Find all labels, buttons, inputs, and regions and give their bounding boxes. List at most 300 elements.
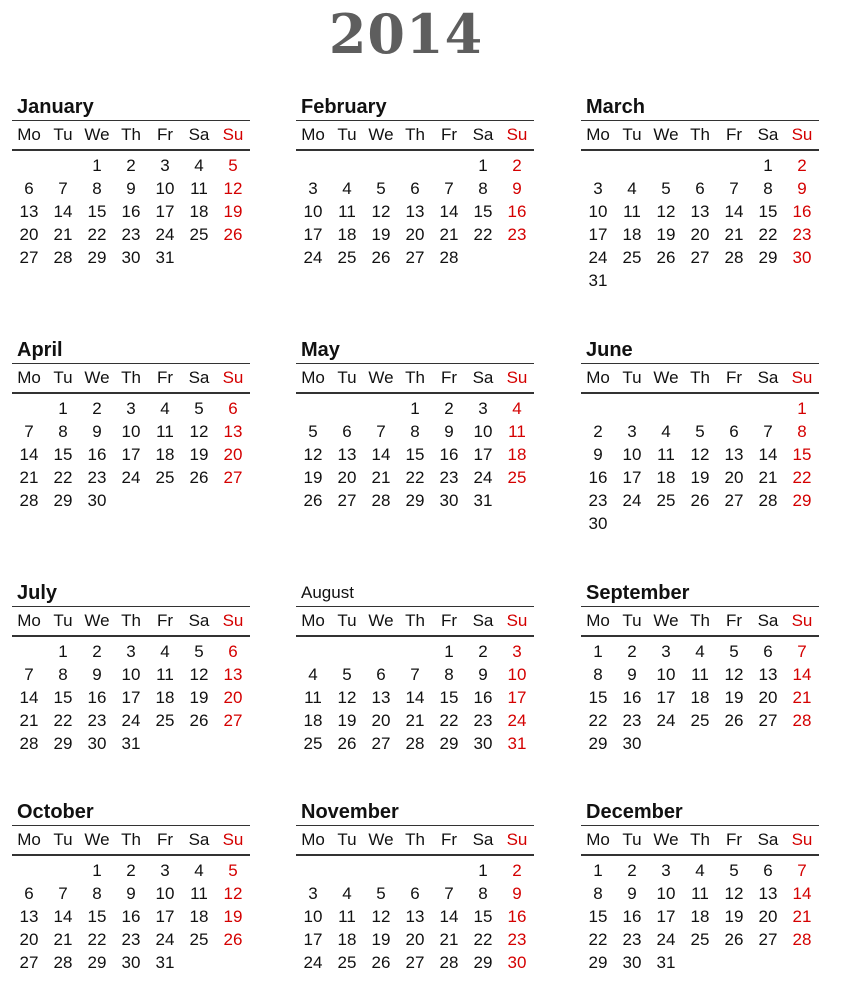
day-cell: 27 xyxy=(337,491,357,510)
weekday-label: We xyxy=(368,611,394,630)
day-cell: 16 xyxy=(121,202,141,221)
day-cell: 6 xyxy=(342,422,352,441)
day-cell: 31 xyxy=(656,953,676,972)
day-cell: 21 xyxy=(758,468,778,487)
weekday-label: Su xyxy=(506,368,528,387)
month-may xyxy=(296,337,534,512)
day-cell: 22 xyxy=(588,711,608,730)
day-cell: 1 xyxy=(58,399,68,418)
weekday-label: Th xyxy=(405,125,425,144)
weekday-header xyxy=(12,826,250,856)
day-cell: 2 xyxy=(92,399,102,418)
weekday-label: We xyxy=(368,368,394,387)
day-cell: 27 xyxy=(724,491,744,510)
weekday-label: Tu xyxy=(337,611,357,630)
weekday-label: Mo xyxy=(17,830,41,849)
day-cell: 21 xyxy=(792,907,812,926)
day-cell: 19 xyxy=(189,688,209,707)
empty-cell xyxy=(364,859,398,882)
weekday-label: Su xyxy=(791,830,813,849)
day-cell: 13 xyxy=(19,202,39,221)
empty-cell xyxy=(12,859,46,882)
day-cell: 21 xyxy=(19,711,39,730)
day-cell: 28 xyxy=(19,734,39,753)
day-cell: 26 xyxy=(371,248,391,267)
empty-cell xyxy=(330,859,364,882)
day-cell: 27 xyxy=(758,930,778,949)
day-cell: 24 xyxy=(303,248,323,267)
day-cell: 15 xyxy=(473,202,493,221)
day-cell: 11 xyxy=(338,202,356,221)
day-cell: 6 xyxy=(228,399,238,418)
day-cell: 4 xyxy=(160,642,170,661)
day-cell: 19 xyxy=(724,907,744,926)
weekday-label: We xyxy=(653,125,679,144)
day-cell: 18 xyxy=(622,225,642,244)
month-april xyxy=(12,337,250,512)
day-cell: 20 xyxy=(337,468,357,487)
empty-cell xyxy=(615,154,649,177)
day-cell: 4 xyxy=(308,665,318,684)
day-cell: 8 xyxy=(92,884,102,903)
day-cell: 23 xyxy=(87,468,107,487)
day-cell: 4 xyxy=(342,884,352,903)
day-cell: 5 xyxy=(194,642,204,661)
day-cell: 5 xyxy=(729,861,739,880)
day-cell: 5 xyxy=(661,179,671,198)
day-cell: 29 xyxy=(792,491,812,510)
day-cell: 13 xyxy=(405,202,425,221)
weekday-header xyxy=(12,607,250,637)
day-cell: 28 xyxy=(19,491,39,510)
day-grid xyxy=(296,394,534,512)
day-cell: 3 xyxy=(593,179,603,198)
day-cell: 3 xyxy=(478,399,488,418)
day-cell: 22 xyxy=(588,930,608,949)
day-cell: 1 xyxy=(593,861,603,880)
day-cell: 23 xyxy=(121,225,141,244)
empty-cell xyxy=(717,397,751,420)
day-cell: 21 xyxy=(724,225,744,244)
day-cell: 16 xyxy=(622,688,642,707)
day-cell: 14 xyxy=(371,445,391,464)
day-cell: 13 xyxy=(371,688,391,707)
day-cell: 12 xyxy=(371,907,391,926)
day-cell: 24 xyxy=(155,930,175,949)
month-september xyxy=(581,580,819,755)
weekday-label: Su xyxy=(222,368,244,387)
month-march xyxy=(581,94,819,292)
day-cell: 13 xyxy=(690,202,710,221)
day-cell: 9 xyxy=(797,179,807,198)
day-cell: 28 xyxy=(758,491,778,510)
day-cell: 27 xyxy=(405,248,425,267)
day-cell: 20 xyxy=(758,688,778,707)
day-cell: 7 xyxy=(444,179,454,198)
day-cell: 3 xyxy=(627,422,637,441)
day-cell: 19 xyxy=(371,225,391,244)
day-cell: 29 xyxy=(588,734,608,753)
day-cell: 14 xyxy=(53,907,73,926)
empty-cell xyxy=(46,859,80,882)
weekday-label: Sa xyxy=(472,611,494,630)
weekday-label: We xyxy=(84,830,110,849)
day-cell: 13 xyxy=(758,884,778,903)
day-cell: 24 xyxy=(588,248,608,267)
day-cell: 18 xyxy=(690,688,710,707)
day-cell: 20 xyxy=(19,930,39,949)
day-cell: 2 xyxy=(627,642,637,661)
day-cell: 1 xyxy=(58,642,68,661)
empty-cell xyxy=(398,154,432,177)
day-cell: 11 xyxy=(623,202,641,221)
day-cell: 30 xyxy=(87,491,107,510)
weekday-label: Fr xyxy=(440,125,458,144)
day-cell: 25 xyxy=(303,734,323,753)
empty-cell xyxy=(364,397,398,420)
day-cell: 17 xyxy=(155,907,175,926)
day-cell: 17 xyxy=(622,468,642,487)
day-cell: 3 xyxy=(308,884,318,903)
day-cell: 29 xyxy=(473,953,493,972)
day-cell: 4 xyxy=(695,642,705,661)
empty-cell xyxy=(296,154,330,177)
day-cell: 2 xyxy=(444,399,454,418)
weekday-header xyxy=(581,364,819,394)
weekday-label: Sa xyxy=(472,368,494,387)
day-cell: 8 xyxy=(478,179,488,198)
day-cell: 22 xyxy=(439,711,459,730)
weekday-label: Sa xyxy=(472,125,494,144)
day-grid xyxy=(581,856,819,974)
empty-cell xyxy=(683,154,717,177)
weekday-label: Fr xyxy=(440,830,458,849)
day-cell: 16 xyxy=(792,202,812,221)
day-cell: 8 xyxy=(797,422,807,441)
day-cell: 23 xyxy=(121,930,141,949)
day-cell: 4 xyxy=(695,861,705,880)
day-cell: 18 xyxy=(155,688,175,707)
day-cell: 16 xyxy=(121,907,141,926)
day-cell: 12 xyxy=(337,688,357,707)
day-cell: 27 xyxy=(690,248,710,267)
day-cell: 19 xyxy=(724,688,744,707)
day-cell: 16 xyxy=(507,202,527,221)
day-grid xyxy=(581,394,819,535)
weekday-label: Su xyxy=(222,125,244,144)
day-cell: 26 xyxy=(724,930,744,949)
weekday-label: Fr xyxy=(725,830,743,849)
day-cell: 8 xyxy=(763,179,773,198)
weekday-label: Th xyxy=(405,611,425,630)
day-cell: 9 xyxy=(512,884,522,903)
empty-cell xyxy=(398,640,432,663)
day-cell: 9 xyxy=(627,884,637,903)
day-cell: 14 xyxy=(19,688,39,707)
day-cell: 28 xyxy=(53,953,73,972)
empty-cell xyxy=(432,859,466,882)
day-cell: 30 xyxy=(121,248,141,267)
weekday-label: Su xyxy=(791,611,813,630)
day-cell: 17 xyxy=(121,445,141,464)
day-cell: 8 xyxy=(58,665,68,684)
weekday-label: Mo xyxy=(17,125,41,144)
day-cell: 6 xyxy=(228,642,238,661)
day-cell: 8 xyxy=(593,665,603,684)
day-cell: 21 xyxy=(405,711,425,730)
weekday-label: Tu xyxy=(337,830,357,849)
day-cell: 5 xyxy=(228,156,238,175)
day-cell: 6 xyxy=(410,179,420,198)
day-cell: 29 xyxy=(53,734,73,753)
weekday-label: Su xyxy=(222,830,244,849)
day-cell: 18 xyxy=(337,225,357,244)
day-cell: 6 xyxy=(729,422,739,441)
weekday-header xyxy=(12,364,250,394)
day-cell: 23 xyxy=(792,225,812,244)
day-cell: 27 xyxy=(758,711,778,730)
day-cell: 5 xyxy=(695,422,705,441)
empty-cell xyxy=(581,397,615,420)
day-cell: 6 xyxy=(695,179,705,198)
day-cell: 8 xyxy=(444,665,454,684)
empty-cell xyxy=(615,397,649,420)
day-cell: 26 xyxy=(189,468,209,487)
day-cell: 13 xyxy=(758,665,778,684)
weekday-label: Mo xyxy=(301,368,325,387)
day-cell: 28 xyxy=(53,248,73,267)
day-cell: 5 xyxy=(194,399,204,418)
weekday-label: Fr xyxy=(440,368,458,387)
weekday-label: Fr xyxy=(725,368,743,387)
empty-cell xyxy=(398,859,432,882)
day-cell: 3 xyxy=(661,642,671,661)
empty-cell xyxy=(717,154,751,177)
day-cell: 27 xyxy=(223,711,243,730)
weekday-label: Sa xyxy=(757,611,779,630)
weekday-label: Tu xyxy=(53,368,73,387)
day-cell: 6 xyxy=(24,884,34,903)
day-cell: 18 xyxy=(155,445,175,464)
day-cell: 24 xyxy=(303,953,323,972)
month-name: April xyxy=(17,339,63,361)
day-cell: 12 xyxy=(690,445,710,464)
day-cell: 30 xyxy=(588,514,608,533)
day-cell: 25 xyxy=(189,930,209,949)
day-cell: 21 xyxy=(439,225,459,244)
day-cell: 3 xyxy=(160,861,170,880)
day-cell: 21 xyxy=(53,930,73,949)
day-cell: 29 xyxy=(405,491,425,510)
weekday-label: Th xyxy=(405,368,425,387)
day-cell: 14 xyxy=(439,202,459,221)
weekday-label: Su xyxy=(791,125,813,144)
day-cell: 15 xyxy=(758,202,778,221)
day-cell: 18 xyxy=(337,930,357,949)
day-cell: 28 xyxy=(405,734,425,753)
day-cell: 30 xyxy=(792,248,812,267)
day-cell: 17 xyxy=(155,202,175,221)
day-cell: 22 xyxy=(405,468,425,487)
day-cell: 12 xyxy=(724,665,744,684)
day-cell: 17 xyxy=(303,930,323,949)
day-cell: 19 xyxy=(303,468,323,487)
empty-cell xyxy=(330,397,364,420)
day-cell: 28 xyxy=(724,248,744,267)
weekday-label: Th xyxy=(121,368,141,387)
day-cell: 31 xyxy=(121,734,141,753)
weekday-label: We xyxy=(368,830,394,849)
day-cell: 2 xyxy=(512,861,522,880)
weekday-header xyxy=(296,121,534,151)
day-cell: 22 xyxy=(53,468,73,487)
day-cell: 15 xyxy=(473,907,493,926)
day-cell: 2 xyxy=(478,642,488,661)
day-cell: 10 xyxy=(121,422,141,441)
day-cell: 25 xyxy=(337,953,357,972)
day-cell: 16 xyxy=(507,907,527,926)
empty-cell xyxy=(364,640,398,663)
day-cell: 1 xyxy=(797,399,807,418)
day-cell: 26 xyxy=(690,491,710,510)
day-cell: 13 xyxy=(223,665,243,684)
weekday-header xyxy=(581,826,819,856)
day-cell: 29 xyxy=(588,953,608,972)
day-cell: 9 xyxy=(512,179,522,198)
day-cell: 29 xyxy=(87,248,107,267)
day-cell: 28 xyxy=(792,930,812,949)
day-cell: 11 xyxy=(156,422,174,441)
day-cell: 30 xyxy=(121,953,141,972)
weekday-label: Th xyxy=(405,830,425,849)
year-title: 2014 xyxy=(328,2,484,66)
empty-cell xyxy=(46,154,80,177)
day-cell: 14 xyxy=(53,202,73,221)
day-cell: 18 xyxy=(507,445,527,464)
day-cell: 18 xyxy=(189,202,209,221)
weekday-label: Th xyxy=(690,368,710,387)
month-name: July xyxy=(17,582,58,604)
weekday-label: Th xyxy=(690,611,710,630)
day-cell: 7 xyxy=(444,884,454,903)
day-cell: 1 xyxy=(410,399,420,418)
day-cell: 10 xyxy=(155,179,175,198)
weekday-label: Sa xyxy=(757,830,779,849)
empty-cell xyxy=(683,397,717,420)
weekday-label: Fr xyxy=(156,368,174,387)
day-cell: 23 xyxy=(473,711,493,730)
day-cell: 7 xyxy=(797,861,807,880)
day-cell: 20 xyxy=(405,930,425,949)
day-cell: 4 xyxy=(342,179,352,198)
day-cell: 26 xyxy=(223,225,243,244)
day-cell: 25 xyxy=(656,491,676,510)
day-cell: 6 xyxy=(24,179,34,198)
empty-cell xyxy=(364,154,398,177)
day-cell: 20 xyxy=(724,468,744,487)
day-cell: 16 xyxy=(87,445,107,464)
day-cell: 3 xyxy=(308,179,318,198)
day-cell: 26 xyxy=(337,734,357,753)
day-cell: 15 xyxy=(439,688,459,707)
day-cell: 30 xyxy=(622,734,642,753)
day-cell: 11 xyxy=(156,665,174,684)
day-cell: 9 xyxy=(126,884,136,903)
day-cell: 5 xyxy=(729,642,739,661)
day-cell: 31 xyxy=(588,271,608,290)
day-cell: 19 xyxy=(371,930,391,949)
day-cell: 24 xyxy=(155,225,175,244)
month-february xyxy=(296,94,534,269)
day-cell: 22 xyxy=(53,711,73,730)
day-cell: 6 xyxy=(410,884,420,903)
month-name: October xyxy=(17,801,94,823)
day-cell: 14 xyxy=(724,202,744,221)
day-cell: 15 xyxy=(53,445,73,464)
weekday-label: Mo xyxy=(301,125,325,144)
day-cell: 13 xyxy=(337,445,357,464)
day-cell: 24 xyxy=(656,930,676,949)
day-cell: 2 xyxy=(593,422,603,441)
weekday-label: Tu xyxy=(622,368,642,387)
day-cell: 7 xyxy=(763,422,773,441)
empty-cell xyxy=(649,397,683,420)
day-cell: 23 xyxy=(507,930,527,949)
day-cell: 6 xyxy=(763,861,773,880)
day-cell: 7 xyxy=(797,642,807,661)
day-cell: 20 xyxy=(19,225,39,244)
weekday-label: Tu xyxy=(53,611,73,630)
day-cell: 14 xyxy=(792,665,812,684)
weekday-label: Su xyxy=(506,611,528,630)
day-cell: 12 xyxy=(223,884,243,903)
day-cell: 24 xyxy=(622,491,642,510)
weekday-label: We xyxy=(368,125,394,144)
day-cell: 7 xyxy=(410,665,420,684)
weekday-label: Mo xyxy=(301,830,325,849)
weekday-label: Mo xyxy=(586,125,610,144)
day-cell: 21 xyxy=(19,468,39,487)
day-cell: 12 xyxy=(189,422,209,441)
day-cell: 20 xyxy=(758,907,778,926)
day-cell: 9 xyxy=(444,422,454,441)
day-cell: 14 xyxy=(792,884,812,903)
weekday-label: Sa xyxy=(757,125,779,144)
weekday-label: Mo xyxy=(17,368,41,387)
weekday-label: Tu xyxy=(622,611,642,630)
month-name: February xyxy=(301,96,387,118)
day-cell: 1 xyxy=(92,156,102,175)
day-cell: 7 xyxy=(58,179,68,198)
day-cell: 8 xyxy=(58,422,68,441)
day-cell: 23 xyxy=(507,225,527,244)
month-name: September xyxy=(586,582,690,604)
weekday-header xyxy=(581,607,819,637)
weekday-label: Tu xyxy=(53,830,73,849)
weekday-label: Su xyxy=(506,830,528,849)
month-name: January xyxy=(17,96,94,118)
weekday-label: Th xyxy=(690,125,710,144)
day-cell: 25 xyxy=(507,468,527,487)
day-cell: 17 xyxy=(473,445,493,464)
weekday-label: Sa xyxy=(757,368,779,387)
day-cell: 25 xyxy=(690,711,710,730)
day-cell: 10 xyxy=(588,202,608,221)
day-cell: 3 xyxy=(126,399,136,418)
day-cell: 30 xyxy=(473,734,493,753)
day-cell: 18 xyxy=(189,907,209,926)
day-grid xyxy=(12,637,250,755)
